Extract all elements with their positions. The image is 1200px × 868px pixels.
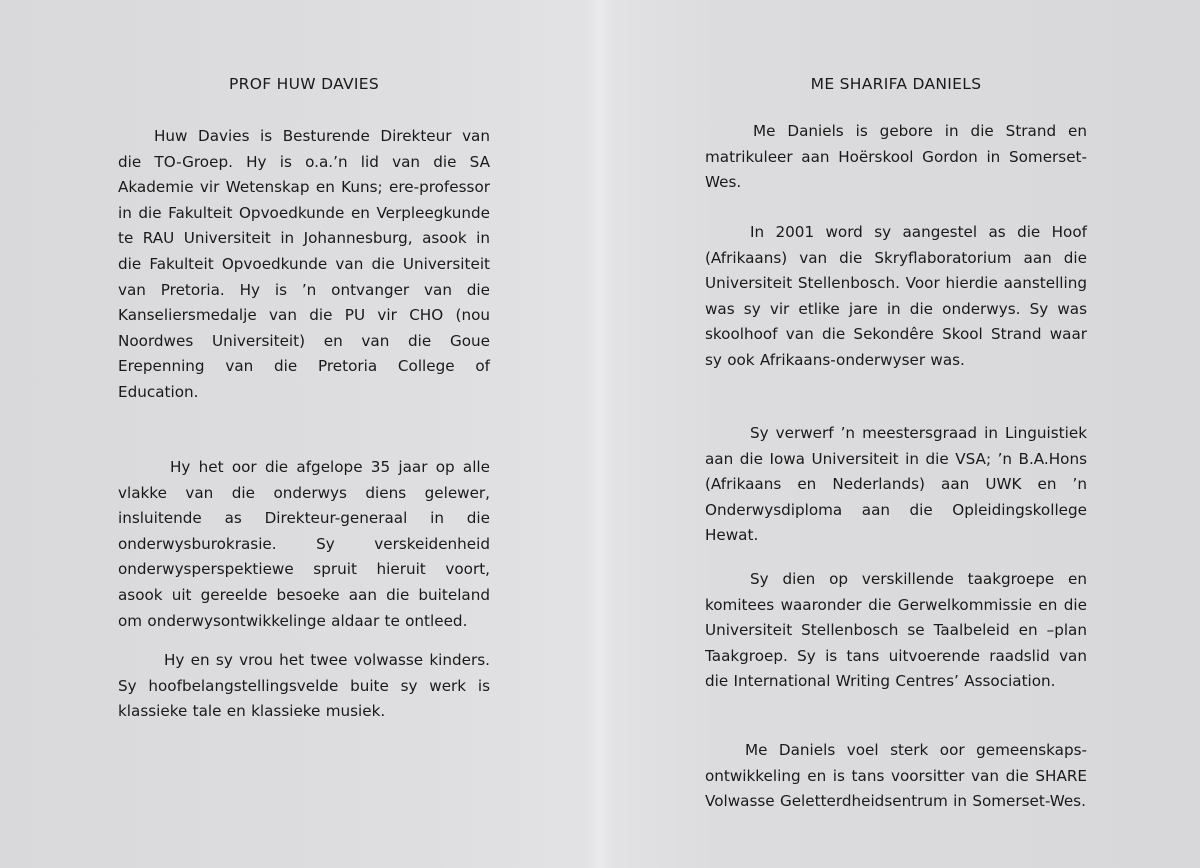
right-paragraph-1: Me Daniels is gebore in die Strand en matrikuleer aan Hoërskool Gordon in Somerset-Wes.	[705, 122, 1087, 192]
left-paragraph-3: Hy en sy vrou het twee volwasse kinders. Sy hoofbelangstellingsvelde buite sy werk is klassieke tale en klassieke musiek.	[118, 651, 490, 721]
right-paragraph-5: Me Daniels voel sterk oor gemeenskaps-ontwikkeling en is tans voorsitter van die SHARE Volwasse Geletterdheidsentrum in Somerset-Wes.	[705, 741, 1087, 811]
right-heading: ME SHARIFA DANIELS	[810, 75, 982, 93]
left-heading: PROF HUW DAVIES	[229, 75, 379, 93]
page-fold	[585, 0, 615, 868]
left-paragraph-2: Hy het oor die afgelope 35 jaar op alle vlakke van die onderwys diens gelewer, insluitende as Direkteur-generaal in die onderwysburokrasie. Sy verskeidenheid onderwysperspektiewe spruit hieruit voort, asook uit gereelde besoeke aan die buiteland om onderwysontwikkelinge aldaar te ontleed.	[118, 458, 490, 630]
right-paragraph-3: Sy verwerf ’n meestersgraad in Linguistiek aan die Iowa Universiteit in die VSA; ’n B.A.Hons (Afrikaans en Nederlands) aan UWK en ’n Onderwysdiploma aan die Opleidingskollege Hewat.	[705, 424, 1087, 545]
right-paragraph-4: Sy dien op verskillende taakgroepe en komitees waaronder die Gerwelkommissie en die Universiteit Stellenbosch se Taalbeleid en –plan Taakgroep. Sy is tans uitvoerende raadslid van die International Writing Centres’ Association.	[705, 570, 1087, 691]
left-paragraph-1: Huw Davies is Besturende Direkteur van die TO-Groep. Hy is o.a.’n lid van die SA Akademie vir Wetenskap en Kuns; ere-professor in die Fakulteit Opvoedkunde en Verpleegkunde te RAU Universiteit in Johannesburg, asook in die Fakulteit Opvoedkunde van die Universiteit van Pretoria. Hy is ’n ontvanger van die Kanseliersmedalje van die PU vir CHO (nou Noordwes Universiteit) en van die Goue Erepenning van die Pretoria College of Education.	[118, 127, 490, 401]
right-paragraph-2: In 2001 word sy aangestel as die Hoof (Afrikaans) van die Skryflaboratorium aan die Universiteit Stellenbosch. Voor hierdie aanstelling was sy vir etlike jare in die onderwys. Sy was skoolhoof van die Sekondêre Skool Strand waar sy ook Afrikaans-onderwyser was.	[705, 223, 1087, 369]
